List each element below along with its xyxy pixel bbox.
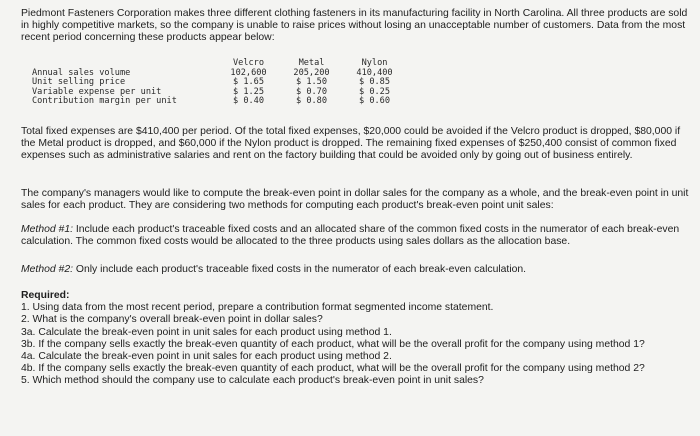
column-header-nylon: Nylon [361, 58, 388, 68]
method-2-label: Method #2: [21, 264, 73, 275]
table-cell: $ 0.70 [295, 86, 328, 97]
row-label: Annual sales volume [32, 67, 131, 78]
table-row [32, 97, 406, 107]
managers-paragraph: The company's managers would like to compute the break-even point in dollar sales for the company as a whole, and the break-even point in unit sales for each product. They are considering two methods for computing each product's break-even point unit sales: [21, 188, 689, 212]
table-cell: $ 0.40 [232, 96, 265, 107]
column-header-velcro: Velcro [232, 58, 265, 68]
required-title: Required: [21, 290, 70, 301]
table-cell: $ 0.60 [358, 96, 391, 107]
intro-paragraph: Piedmont Fasteners Corporation makes three different clothing fasteners in its manufacturing facility in North Carolina. All three products are sold in highly competitive markets, so the company is unable to raise prices without losing an unacceptable number of customers. Data from the most recent period concerning these products appear below: [21, 8, 688, 44]
table-cell: 102,600 [230, 67, 267, 78]
required-section [21, 290, 693, 388]
product-data-table [32, 59, 406, 107]
required-item-4b: 4b. If the company sells exactly the break-even quantity of each product, what will be the overall profit for the company using method 2? [21, 363, 645, 375]
method-2-paragraph [21, 264, 693, 276]
table-cell: 410,400 [356, 67, 393, 78]
method-1-label: Method #1: [21, 224, 73, 235]
row-label: Unit selling price [32, 77, 126, 88]
required-item-1: 1. Using data from the most recent period, prepare a contribution format segmented income statement. [21, 302, 494, 314]
required-item-5: 5. Which method should the company use to calculate each product's break-even point in unit sales? [21, 375, 484, 387]
table-cell: $ 1.65 [232, 77, 265, 88]
table-cell: $ 1.25 [232, 86, 265, 97]
table-cell: $ 0.25 [358, 86, 391, 97]
table-cell: $ 0.85 [358, 77, 391, 88]
required-item-4a: 4a. Calculate the break-even point in unit sales for each product using method 2. [21, 351, 392, 363]
required-item-2: 2. What is the company's overall break-even point in dollar sales? [21, 314, 323, 326]
method-1-text: Include each product's traceable fixed costs and an allocated share of the common fixed costs in the numerator of each break-even calculation. The common fixed costs would be allocated to the three products using sales dollars as the allocation base. [21, 224, 680, 248]
method-2-text: Only include each product's traceable fixed costs in the numerator of each break-even calculation. [73, 264, 527, 275]
table-cell: 205,200 [293, 67, 330, 78]
fixed-expenses-paragraph: Total fixed expenses are $410,400 per period. Of the total fixed expenses, $20,000 could be avoided if the Velcro product is dropped, $80,000 if the Metal product is dropped, and $60,000 if the Nylon product is dropped. The remaining fixed expenses of $250,400 consist of common fixed expenses such as administrative salaries and rent on the factory building that could be avoided only by going out of business entirely. [21, 126, 681, 162]
required-item-3b: 3b. If the company sells exactly the break-even quantity of each product, what will be the overall profit for the company using method 1? [21, 338, 645, 350]
row-label: Variable expense per unit [32, 86, 162, 97]
table-cell: $ 0.80 [295, 96, 328, 107]
column-header-metal: Metal [298, 58, 325, 68]
method-1-paragraph [21, 224, 693, 248]
row-label: Contribution margin per unit [32, 96, 177, 107]
table-cell: $ 1.50 [295, 77, 328, 88]
required-item-3a: 3a. Calculate the break-even point in unit sales for each product using method 1. [21, 326, 392, 338]
